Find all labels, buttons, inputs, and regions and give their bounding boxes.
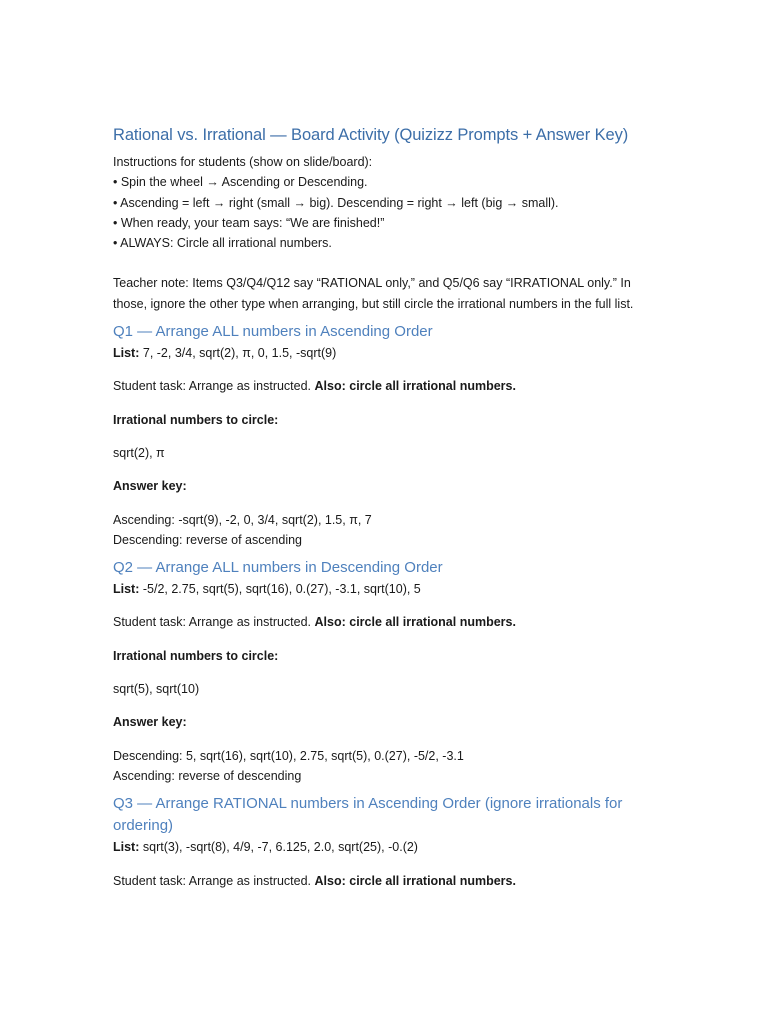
spacer bbox=[113, 430, 673, 443]
q1-student-task bbox=[113, 376, 673, 396]
student-task-text: Student task: Arrange as instructed. bbox=[113, 873, 312, 888]
spacer bbox=[113, 363, 673, 376]
q2-list-values: -5/2, 2.75, sqrt(5), sqrt(16), 0.(27), -3.1, sqrt(10), 5 bbox=[142, 582, 421, 597]
document-page bbox=[113, 124, 673, 891]
spacer bbox=[113, 699, 673, 712]
document-title: Rational vs. Irrational — Board Activity (Quizizz Prompts + Answer Key) bbox=[113, 126, 629, 144]
instruction-bullet: • When ready, your team says: “We are finished!” bbox=[113, 215, 385, 230]
q1-answer-key-label bbox=[113, 476, 673, 496]
q1-heading: Q1 — Arrange ALL numbers in Ascending Order bbox=[113, 323, 433, 341]
instructions-heading: Instructions for students (show on slide/board): bbox=[113, 155, 373, 169]
spacer bbox=[113, 733, 673, 746]
instruction-bullet: • Ascending = left → right (small → big). Descending = right → left (big → small). bbox=[113, 195, 559, 210]
q3-list bbox=[113, 837, 673, 857]
q2-heading: Q2 — Arrange ALL numbers in Descending Order bbox=[113, 559, 443, 577]
spacer bbox=[113, 858, 673, 871]
q1-irrational-label bbox=[113, 410, 673, 430]
circle-all-text: Also: circle all irrational numbers. bbox=[314, 615, 516, 630]
irrational-label: Irrational numbers to circle: bbox=[113, 412, 279, 427]
q2-student-task bbox=[113, 612, 673, 632]
spacer bbox=[113, 599, 673, 612]
q3-list-values: sqrt(3), -sqrt(8), 4/9, -7, 6.125, 2.0, sqrt(25), -0.(2) bbox=[142, 840, 418, 855]
spacer bbox=[113, 253, 673, 273]
q1-list-values: 7, -2, 3/4, sqrt(2), π, 0, 1.5, -sqrt(9) bbox=[142, 346, 337, 361]
teacher-note-line: Teacher note: Items Q3/Q4/Q12 say “RATIONAL only,” and Q5/Q6 say “IRRATIONAL only.” In bbox=[113, 276, 631, 291]
q2-irrationals: sqrt(5), sqrt(10) bbox=[113, 682, 200, 697]
student-task-text: Student task: Arrange as instructed. bbox=[113, 615, 312, 630]
answer-key-label: Answer key: bbox=[113, 479, 187, 494]
q2-irrational-label bbox=[113, 646, 673, 666]
q2-answer-key-label bbox=[113, 712, 673, 732]
spacer bbox=[113, 497, 673, 510]
spacer bbox=[113, 666, 673, 679]
instruction-bullet: • Spin the wheel → Ascending or Descending. bbox=[113, 175, 368, 190]
list-label: List: bbox=[113, 346, 140, 361]
spacer bbox=[113, 463, 673, 476]
circle-all-text: Also: circle all irrational numbers. bbox=[314, 379, 516, 394]
q2-answer-line: Ascending: reverse of descending bbox=[113, 768, 302, 783]
q1-list bbox=[113, 343, 673, 363]
list-label: List: bbox=[113, 840, 140, 855]
q1-answer-line: Ascending: -sqrt(9), -2, 0, 3/4, sqrt(2), 1.5, π, 7 bbox=[113, 512, 372, 527]
irrational-label: Irrational numbers to circle: bbox=[113, 648, 279, 663]
answer-key-label: Answer key: bbox=[113, 715, 187, 730]
circle-all-text: Also: circle all irrational numbers. bbox=[314, 873, 516, 888]
spacer bbox=[113, 633, 673, 646]
q2-answer-line: Descending: 5, sqrt(16), sqrt(10), 2.75, sqrt(5), 0.(27), -5/2, -3.1 bbox=[113, 748, 464, 763]
teacher-note-line: those, ignore the other type when arranging, but still circle the irrational numbers in the full list. bbox=[113, 296, 634, 311]
instruction-bullet: • ALWAYS: Circle all irrational numbers. bbox=[113, 236, 332, 251]
q3-student-task bbox=[113, 871, 673, 891]
student-task-text: Student task: Arrange as instructed. bbox=[113, 379, 312, 394]
list-label: List: bbox=[113, 582, 140, 597]
q2-list bbox=[113, 579, 673, 599]
q3-heading: Q3 — Arrange RATIONAL numbers in Ascending Order (ignore irrationals for ordering) bbox=[113, 795, 623, 835]
spacer bbox=[113, 397, 673, 410]
q1-irrationals: sqrt(2), π bbox=[113, 445, 165, 460]
q1-answer-line: Descending: reverse of ascending bbox=[113, 532, 303, 547]
